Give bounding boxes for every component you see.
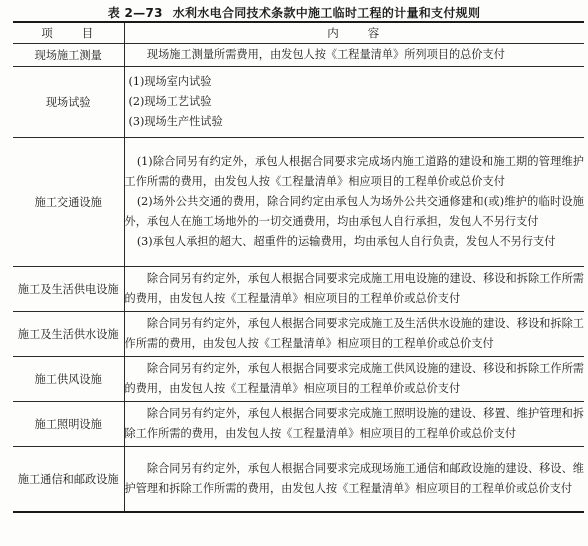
row-item: 施工照明设施 bbox=[13, 402, 124, 447]
table-row bbox=[13, 402, 584, 447]
row-content bbox=[124, 44, 584, 67]
row-item: 现场试验 bbox=[13, 67, 124, 138]
table-row bbox=[13, 357, 584, 402]
table-row bbox=[13, 312, 584, 357]
row-content bbox=[124, 402, 584, 447]
content-paragraph: 除合同另有约定外，承包人根据合同要求完成施工及生活供水设施的建设、移设和拆除工作所需的费用，由发包人按《工程量清单》相应项目的工程单价或总价支付 bbox=[124, 317, 584, 350]
table-caption bbox=[0, 4, 588, 21]
table-header-row bbox=[13, 22, 584, 44]
row-content bbox=[124, 312, 584, 357]
content-paragraph: 除合同另有约定外，承包人根据合同要求完成现场施工通信和邮政设施的建设、移设、维护管理和拆除工作所需的费用，由发包人按《工程量清单》相应项目的工程单价或总价支付 bbox=[124, 462, 584, 495]
row-item: 施工通信和邮政设施 bbox=[13, 447, 124, 513]
row-content bbox=[124, 267, 584, 312]
table-title: 水利水电合同技术条款中施工临时工程的计量和支付规则 bbox=[172, 6, 481, 20]
content-paragraph: 现场施工测量所需费用，由发包人按《工程量清单》所列项目的总价支付 bbox=[146, 48, 505, 61]
row-content bbox=[124, 138, 584, 267]
list-item: (2)现场工艺试验 bbox=[128, 95, 212, 108]
row-item: 施工及生活供电设施 bbox=[13, 267, 124, 312]
table-row bbox=[13, 447, 584, 513]
row-item: 施工交通设施 bbox=[13, 138, 124, 267]
row-item: 施工供风设施 bbox=[13, 357, 124, 402]
header-content: 内 容 bbox=[124, 22, 584, 44]
row-content bbox=[124, 447, 584, 513]
content-subitem: (2)场外公共交通的费用，除合同约定由承包人为场外公共交通修建和(或)维护的临时设施外，承包人在施工场地外的一切交通费用，均由承包人自行承担，发包人不另行支付 bbox=[124, 195, 584, 228]
measurement-payment-table bbox=[13, 21, 584, 513]
list-item: (3)现场生产性试验 bbox=[128, 115, 223, 128]
table-row bbox=[13, 44, 584, 67]
content-paragraph: 除合同另有约定外，承包人根据合同要求完成施工照明设施的建设、移置、维护管理和拆除工作所需的费用，由发包人按《工程量清单》相应项目的工程单价或总价支付 bbox=[124, 407, 584, 440]
table-row bbox=[13, 67, 584, 138]
table-row bbox=[13, 138, 584, 267]
content-paragraph: 除合同另有约定外，承包人根据合同要求完成施工供风设施的建设、移设和拆除工作所需的费用，由发包人按《工程量清单》相应项目的工程单价或总价支付 bbox=[124, 362, 584, 395]
table-row bbox=[13, 267, 584, 312]
content-paragraph: 除合同另有约定外，承包人根据合同要求完成施工用电设施的建设、移设和拆除工作所需的费用，由发包人按《工程量清单》相应项目的工程单价或总价支付 bbox=[124, 272, 584, 305]
header-item: 项 目 bbox=[13, 22, 124, 44]
row-content bbox=[124, 67, 584, 138]
content-subitem: (3)承包人承担的超大、超重件的运输费用，均由承包人自行负责，发包人不另行支付 bbox=[136, 235, 556, 248]
list-item: (1)现场室内试验 bbox=[128, 75, 212, 88]
row-content bbox=[124, 357, 584, 402]
row-item: 施工及生活供水设施 bbox=[13, 312, 124, 357]
table-number: 表 2—73 bbox=[107, 6, 163, 20]
row-item: 现场施工测量 bbox=[13, 44, 124, 67]
content-subitem: (1)除合同另有约定外，承包人根据合同要求完成场内施工道路的建设和施工期的管理维护工作所需的费用，由发包人按《工程量清单》相应项目的工程单价或总价支付 bbox=[124, 155, 584, 188]
